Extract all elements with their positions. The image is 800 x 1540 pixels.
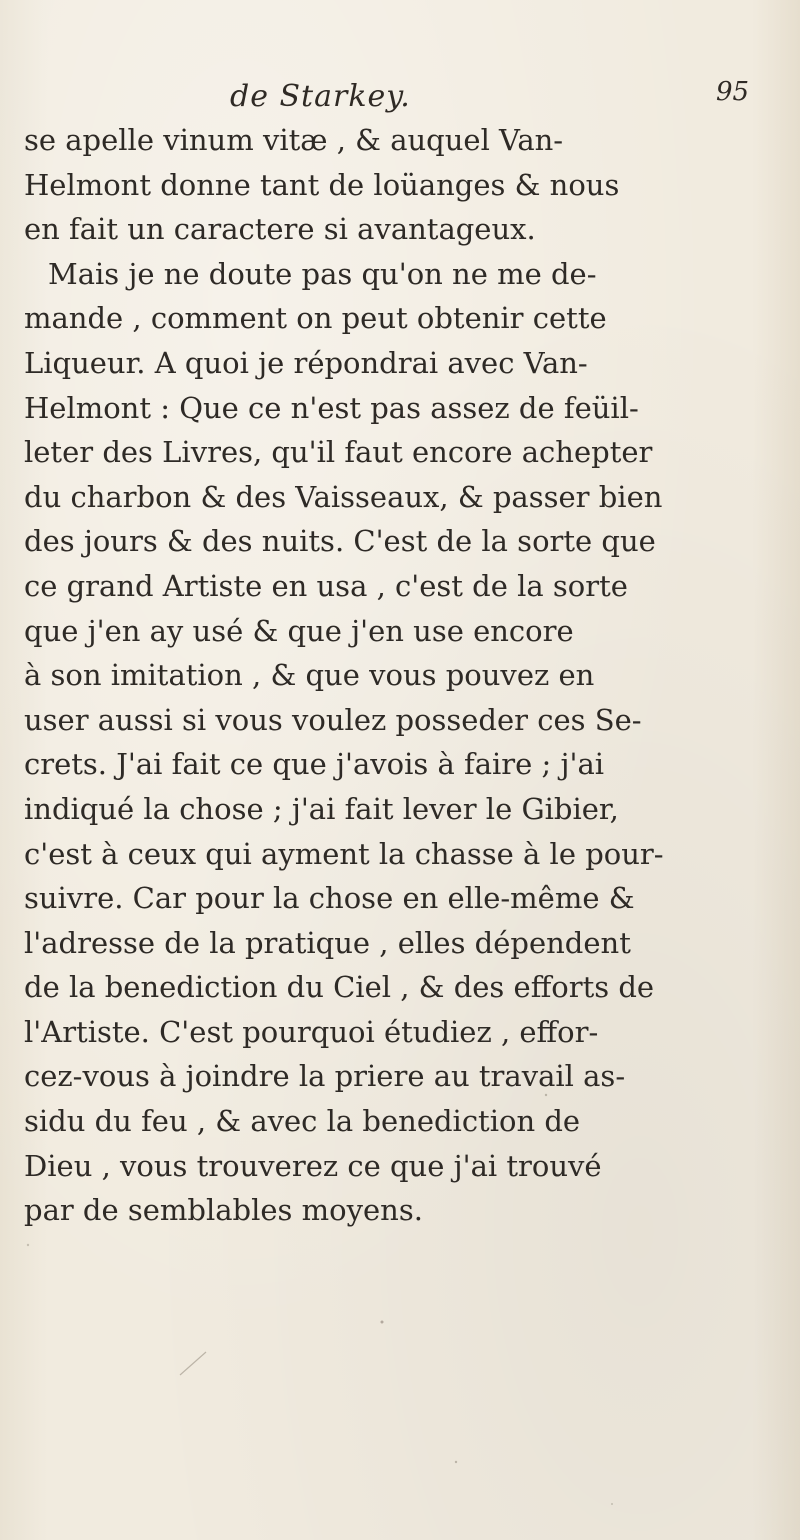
text-line: l'adresse de la pratique , elles dépendent [24, 925, 631, 960]
text-line: Liqueur. A quoi je répondrai avec Van- [24, 345, 588, 380]
text-line: que j'en ay usé & que j'en use encore [24, 613, 574, 648]
text-line: Helmont donne tant de loüanges & nous [24, 167, 620, 202]
text-line: l'Artiste. C'est pourquoi étudiez , effor- [24, 1014, 599, 1049]
text-line: en fait un caractere si avantageux. [24, 212, 536, 247]
page-number: 95 [716, 77, 750, 107]
text-line: se apelle vinum vitæ , & auquel Van- [24, 123, 564, 157]
text-line: suivre. Car pour la chose en elle-même & [24, 881, 635, 916]
text-line: indiqué la chose ; j'ai fait lever le Gibier, [24, 791, 619, 826]
text-line: crets. J'ai fait ce que j'avois à faire ; j'ai [24, 747, 605, 782]
text-line: cez-vous à joindre la priere au travail as- [24, 1059, 626, 1094]
text-line: c'est à ceux qui ayment la chasse à le pour- [24, 836, 664, 871]
body-text [24, 118, 776, 1233]
text-line: de la benediction du Ciel , & des efforts de [24, 970, 655, 1005]
text-line: ce grand Artiste en usa , c'est de la sorte [24, 568, 628, 603]
text-line: user aussi si vous voulez posseder ces Se- [24, 702, 642, 737]
text-line: mande , comment on peut obtenir cette [24, 301, 607, 336]
running-head: de Starkey. [230, 79, 411, 114]
text-line: Mais je ne doute pas qu'on ne me de- [48, 256, 597, 291]
text-line: des jours & des nuits. C'est de la sorte que [24, 524, 656, 559]
text-line: à son imitation , & que vous pouvez en [24, 658, 595, 693]
text-line: du charbon & des Vaisseaux, & passer bien [24, 479, 663, 514]
text-line: Helmont : Que ce n'est pas assez de feüil- [24, 390, 639, 425]
text-line: Dieu , vous trouverez ce que j'ai trouvé [24, 1148, 602, 1183]
text-line: par de semblables moyens. [24, 1193, 423, 1228]
text-line: sidu du feu , & avec la benediction de [24, 1104, 581, 1139]
text-line: leter des Livres, qu'il faut encore achepter [24, 435, 653, 470]
